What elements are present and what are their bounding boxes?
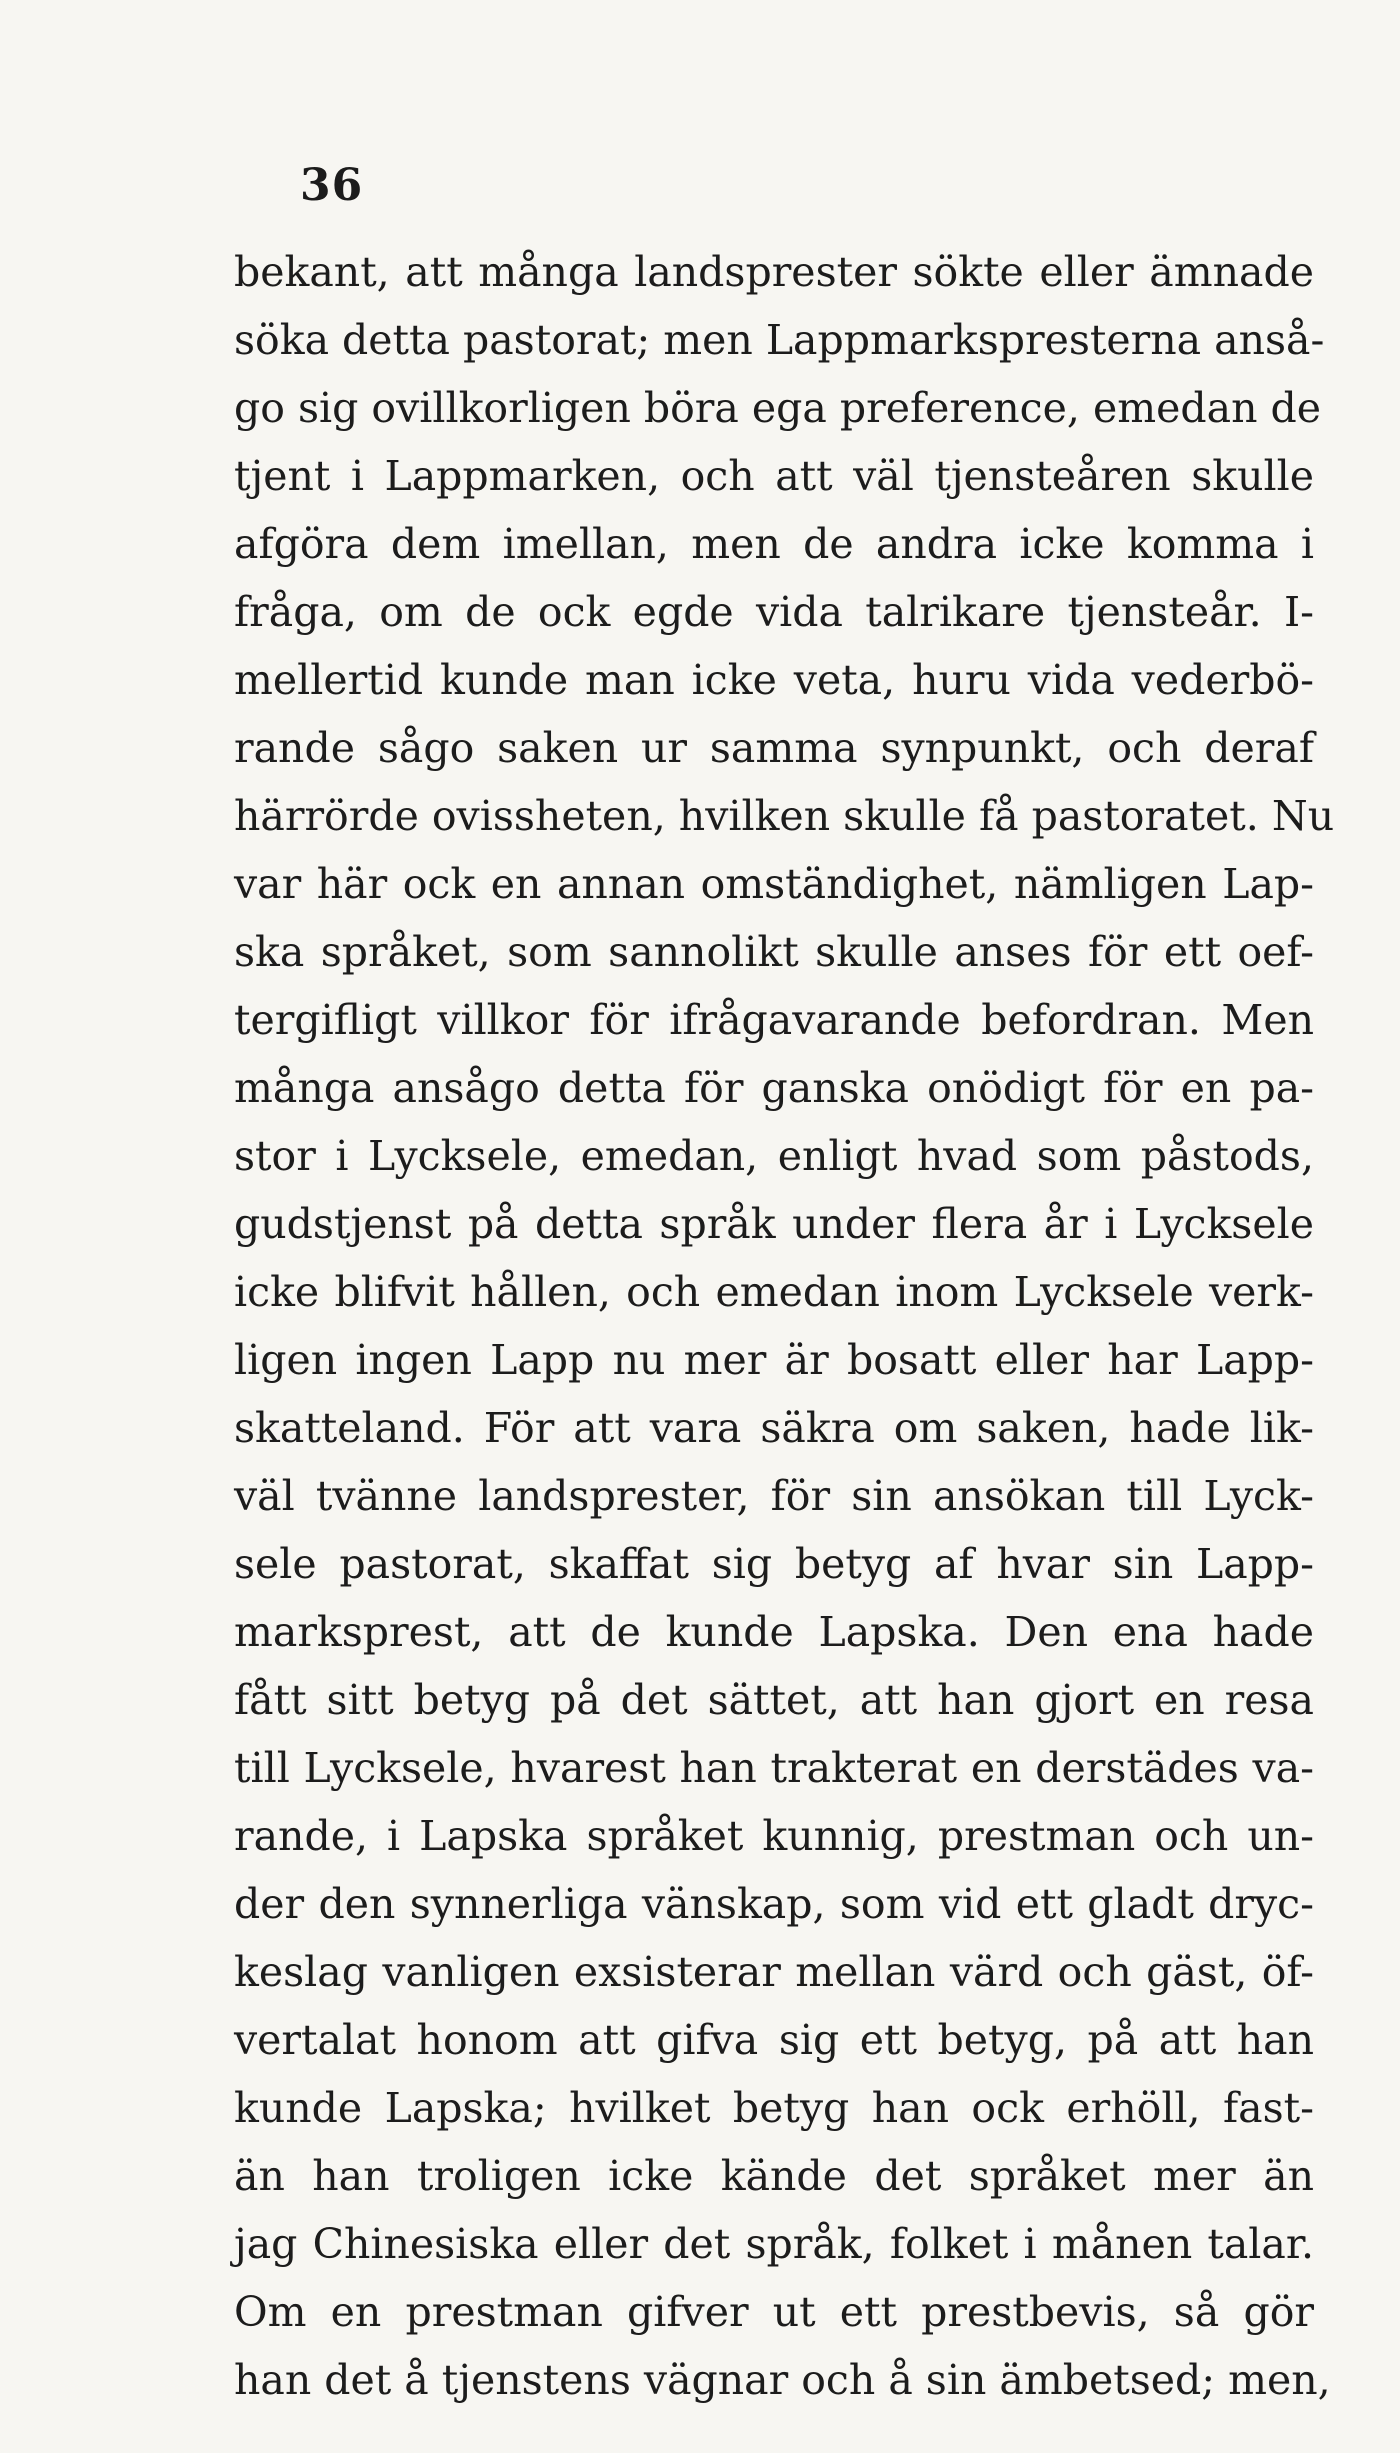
text-line: väl tvänne landsprester, för sin ansökan till Lyck- <box>234 1472 1314 1520</box>
text-line: många ansågo detta för ganska onödigt för en pa- <box>234 1064 1314 1112</box>
text-line: fråga, om de ock egde vida talrikare tjensteår. I- <box>234 588 1314 636</box>
text-line: vertalat honom att gifva sig ett betyg, på att han <box>234 2016 1314 2064</box>
text-line: än han troligen icke kände det språket mer än <box>234 2152 1314 2200</box>
text-line: gudstjenst på detta språk under flera år i Lycksele <box>234 1200 1314 1248</box>
text-line: bekant, att många landsprester sökte eller ämnade <box>234 248 1314 296</box>
body-text <box>234 238 1335 2414</box>
text-line: härrörde ovissheten, hvilken skulle få pastoratet. Nu <box>234 792 1335 840</box>
text-line: fått sitt betyg på det sättet, att han gjort en resa <box>234 1676 1314 1724</box>
text-line: go sig ovillkorligen böra ega preference, emedan de <box>234 384 1322 432</box>
text-line: Om en prestman gifver ut ett prestbevis, så gör <box>234 2288 1314 2336</box>
text-line: jag Chinesiska eller det språk, folket i månen talar. <box>234 2220 1314 2268</box>
text-line: han det å tjenstens vägnar och å sin ämbetsed; men, <box>234 2356 1331 2404</box>
text-line: der den synnerliga vänskap, som vid ett gladt dryc- <box>234 1880 1314 1928</box>
text-line: söka detta pastorat; men Lappmarkspresterna anså- <box>234 316 1325 364</box>
text-line: skatteland. För att vara säkra om saken, hade lik- <box>234 1404 1314 1452</box>
text-line: rande, i Lapska språket kunnig, prestman och un- <box>234 1812 1314 1860</box>
text-line: till Lycksele, hvarest han trakterat en derstädes va- <box>234 1744 1314 1792</box>
text-line: tjent i Lappmarken, och att väl tjensteåren skulle <box>234 452 1314 500</box>
text-line: kunde Lapska; hvilket betyg han ock erhöll, fast- <box>234 2084 1314 2132</box>
text-line: keslag vanligen exsisterar mellan värd och gäst, öf- <box>234 1948 1314 1996</box>
text-line: icke blifvit hållen, och emedan inom Lycksele verk- <box>234 1268 1314 1316</box>
text-line: var här ock en annan omständighet, nämligen Lap- <box>234 860 1314 908</box>
text-line: afgöra dem imellan, men de andra icke komma i <box>234 520 1314 568</box>
page-number: 36 <box>300 160 364 211</box>
text-line: ska språket, som sannolikt skulle anses för ett oef- <box>234 928 1314 976</box>
text-line: ligen ingen Lapp nu mer är bosatt eller har Lapp- <box>234 1336 1314 1384</box>
text-line: mellertid kunde man icke veta, huru vida vederbö- <box>234 656 1314 704</box>
text-line: stor i Lycksele, emedan, enligt hvad som påstods, <box>234 1132 1314 1180</box>
text-line: marksprest, att de kunde Lapska. Den ena hade <box>234 1608 1314 1656</box>
text-line: tergifligt villkor för ifrågavarande befordran. Men <box>234 996 1314 1044</box>
text-line: sele pastorat, skaffat sig betyg af hvar sin Lapp- <box>234 1540 1314 1588</box>
text-line: rande sågo saken ur samma synpunkt, och deraf <box>234 724 1314 772</box>
